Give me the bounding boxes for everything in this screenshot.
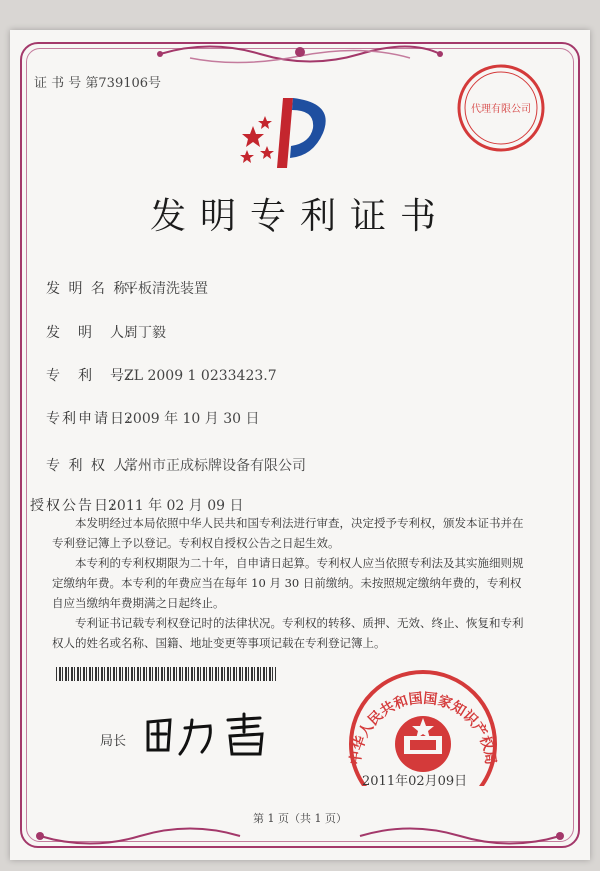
field-patent-number <box>46 365 277 385</box>
patent-office-logo-icon <box>235 88 345 178</box>
agency-seal-text: 代理有限公司 <box>471 104 531 115</box>
field-label: 发 明 人: <box>46 325 133 341</box>
field-grant-date <box>30 495 244 515</box>
field-value: 2011 年 02 月 09 日 <box>108 498 244 514</box>
field-invention-name <box>46 278 208 298</box>
field-value: 周丁毅 <box>124 325 166 341</box>
certificate-body <box>52 513 532 653</box>
field-label: 专利申请日: <box>46 411 133 427</box>
barcode <box>56 667 276 681</box>
body-paragraph: 本发明经过本局依照中华人民共和国专利法进行审查，决定授予专利权，颁发本证书并在专利登记簿上予以登记。专利权自授权公告之日起生效。 <box>52 516 524 550</box>
page-footer: 第 1 页（共 1 页） <box>253 812 347 825</box>
field-value: 平板清洗装置 <box>124 281 208 297</box>
field-label: 专 利 权 人: <box>46 458 137 474</box>
field-value: 常州市正成标牌设备有限公司 <box>124 458 306 474</box>
seal-date: 2011年02月09日 <box>362 774 468 789</box>
field-value: 2009 年 10 月 30 日 <box>124 411 260 427</box>
agency-seal-icon <box>455 62 547 158</box>
body-paragraph: 本专利的专利权期限为二十年，自申请日起算。专利权人应当依照专利法及其实施细则规定缴纳年费。本专利的年费应当在每年 10 月 30 日前缴纳。未按照规定缴纳年费的，专利权自应当缴纳年费期满之日起终止。 <box>52 556 524 610</box>
body-paragraph: 专利证书记载专利权登记时的法律状况。专利权的转移、质押、无效、终止、恢复和专利权人的姓名或名称、国籍、地址变更等事项记载在专利登记簿上。 <box>52 616 524 650</box>
field-application-date <box>46 408 260 428</box>
certificate-number: 证 书 号 第739106号 <box>34 76 162 91</box>
field-inventor <box>46 322 166 342</box>
official-seal-text: 中华人民共和国国家知识产权局 <box>347 690 499 766</box>
field-label: 发 明 名 称: <box>46 281 137 297</box>
director-signature <box>140 710 290 760</box>
director-title: 局长 <box>100 734 127 749</box>
field-label: 专 利 号: <box>46 368 133 384</box>
field-patentee <box>46 455 306 475</box>
page-title: 发明专利证书 <box>149 196 450 237</box>
field-value: ZL 2009 1 0233423.7 <box>124 368 277 384</box>
field-label: 授权公告日: <box>30 498 117 514</box>
